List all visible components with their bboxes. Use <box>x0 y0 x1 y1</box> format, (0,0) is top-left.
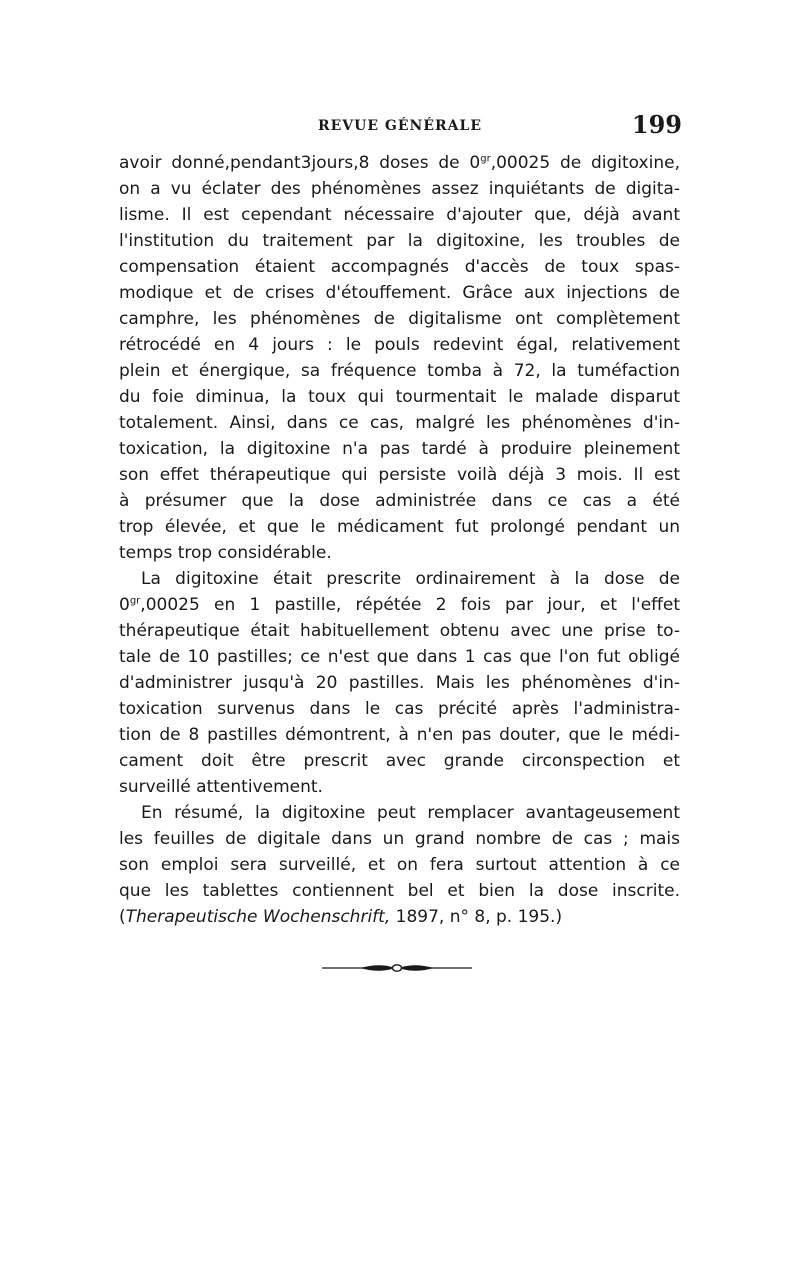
text-line: plein et énergique, sa fréquence tomba à 72, la tuméfaction <box>119 361 680 381</box>
journal-title: Therapeutische Wochenschrift, <box>125 907 391 927</box>
text-line: La digitoxine était prescrite ordinairement à la dose de <box>141 569 680 589</box>
text-line: lisme. Il est cependant nécessaire d'ajouter que, déjà avant <box>119 205 680 225</box>
reference-line <box>119 904 680 930</box>
body-text <box>119 150 680 930</box>
text-line: tale de 10 pastilles; ce n'est que dans 1 cas que l'on fut obligé <box>119 647 680 667</box>
text-line: cament doit être prescrit avec grande circonspection et <box>119 751 680 771</box>
text-line: camphre, les phénomènes de digitalisme ont complètement <box>119 309 680 329</box>
text-line: rétrocédé en 4 jours : le pouls redevint égal, relativement <box>119 335 680 355</box>
text-line: compensation étaient accompagnés d'accès de toux spas- <box>119 257 680 277</box>
running-title: REVUE GÉNÉRALE <box>317 118 483 134</box>
text-line: d'administrer jusqu'à 20 pastilles. Mais les phénomènes d'in- <box>119 673 680 693</box>
end-ornament-icon <box>320 960 474 976</box>
text-line: que les tablettes contiennent bel et bien la dose inscrite. <box>119 881 680 901</box>
text-line: les feuilles de digitale dans un grand nombre de cas ; mais <box>119 829 680 849</box>
text-line: modique et de crises d'étouffement. Grâce aux injections de <box>119 283 680 303</box>
text-line: tion de 8 pastilles démontrent, à n'en pas douter, que le médi- <box>119 725 680 745</box>
text-line: son emploi sera surveillé, et on fera surtout attention à ce <box>119 855 680 875</box>
text-line: l'institution du traitement par la digitoxine, les troubles de <box>119 231 680 251</box>
text-line: totalement. Ainsi, dans ce cas, malgré les phénomènes d'in- <box>119 413 680 433</box>
text-line: thérapeutique était habituellement obtenu avec une prise to- <box>119 621 680 641</box>
text-line: du foie diminua, la toux qui tourmentait le malade disparut <box>119 387 680 407</box>
text-line: à présumer que la dose administrée dans ce cas a été <box>119 491 680 511</box>
text-line: surveillé attentivement. <box>119 777 323 797</box>
text-line: son effet thérapeutique qui persiste voilà déjà 3 mois. Il est <box>119 465 680 485</box>
text-line: temps trop considérable. <box>119 543 332 563</box>
text-line: on a vu éclater des phénomènes assez inquiétants de digita- <box>119 179 680 199</box>
running-head <box>120 112 680 142</box>
text-line: avoir donné,pendant3jours,8 doses de $0^{gr},00025$ de digitoxine, <box>119 153 680 173</box>
text-line: $0^{gr},00025$ en 1 pastille, répétée 2 fois par jour, et l'effet <box>119 595 680 615</box>
text-line: trop élevée, et que le médicament fut prolongé pendant un <box>119 517 680 537</box>
text-line: En résumé, la digitoxine peut remplacer avantageusement <box>141 803 680 823</box>
reference-details: 1897, n° 8, p. 195.) <box>390 907 563 927</box>
text-line: toxication survenus dans le cas précité après l'administra- <box>119 699 680 719</box>
page-number: 199 <box>631 110 682 139</box>
reference-open: ( <box>119 907 126 927</box>
text-line: toxication, la digitoxine n'a pas tardé à produire pleinement <box>119 439 680 459</box>
